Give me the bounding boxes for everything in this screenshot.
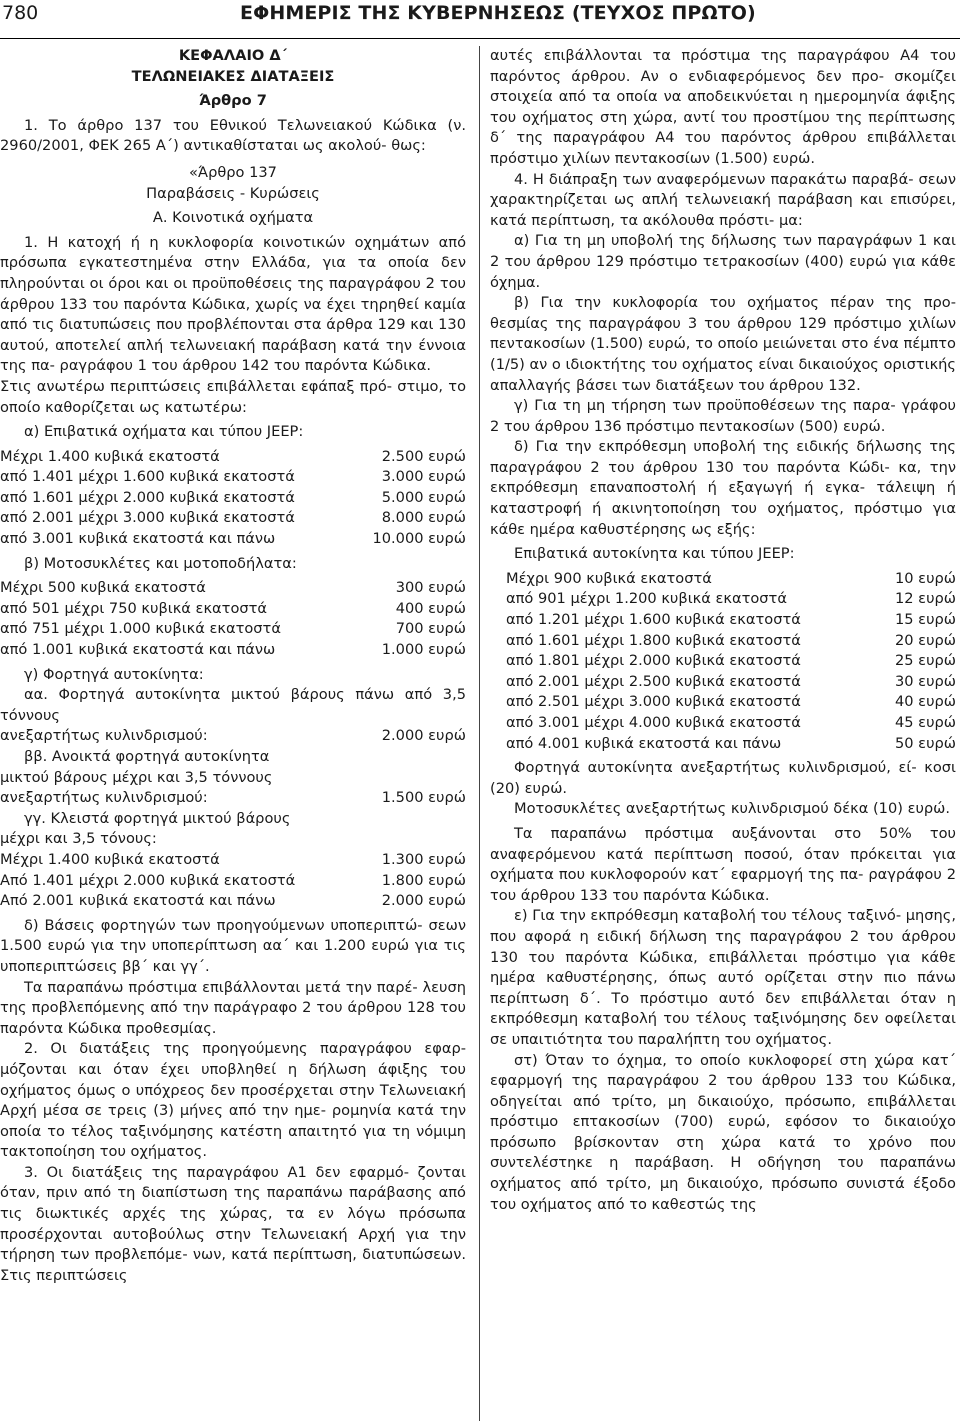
- intro-paragraph: 1. Το άρθρο 137 του Εθνικού Τελωνειακού Κώδικα (ν. 2960/2001, ΦΕΚ 265 Α΄) αντικαθίσταται ως ακολού- θως:: [0, 116, 466, 155]
- motorcycles-paragraph: Μοτοσυκλέτες ανεξαρτήτως κυλινδρισμού δέκα (10) ευρώ.: [514, 800, 951, 818]
- fee-label: από 2.501 μέχρι 3.000 κυβικά εκατοστά: [506, 693, 801, 711]
- fee-row: [506, 713, 956, 734]
- fee-row: [506, 631, 956, 652]
- fee-row: [0, 891, 466, 912]
- fee-row: [506, 610, 956, 631]
- item-e: ε) Για την εκπρόθεσμη καταβολή του τέλους ταξινό- μησης, που αφορά η ειδική δήλωση της παραγράφου 2 του άρθρου 130 του παρόντα Κώδικα, επιβάλλεται πρόστιμο για κάθε ημέρα καθυστέρησης, όπως αυτό ορίζεται στην πιο πάνω περίπτωση δ΄. Το πρόστιμο αυτό δεν επιβάλλεται όταν η εκπρόθεσμη καταβολή του τέλους ταξινόμησης δεν οφείλεται σε υπαιτιότητα του παραλήπτη του οχήματος.: [490, 907, 956, 1048]
- fee-label: από 501 μέχρι 750 κυβικά εκατοστά: [0, 599, 268, 617]
- fee-amount: 30 ευρώ: [894, 672, 956, 690]
- fee-label: Μέχρι 900 κυβικά εκατοστά: [506, 569, 712, 587]
- fee-amount: 45 ευρώ: [894, 714, 956, 731]
- fee-label: Μέχρι 1.400 κυβικά εκατοστά: [0, 850, 220, 868]
- fee-label: ανεξαρτήτως κυλινδρισμού:: [0, 727, 208, 745]
- fee-label: από 1.801 μέχρι 2.000 κυβικά εκατοστά: [506, 652, 801, 670]
- fee-row: [506, 692, 956, 713]
- fee-amount: 700 ευρώ: [395, 620, 466, 638]
- fee-label: από 1.201 μέχρι 1.600 κυβικά εκατοστά: [506, 611, 801, 629]
- category-b-heading: β) Μοτοσυκλέτες και μοτοποδήλατα:: [24, 554, 297, 572]
- fee-label: από 1.401 μέχρι 1.600 κυβικά εκατοστά: [0, 468, 295, 486]
- category-b-table: [0, 578, 466, 660]
- fee-label: από 2.001 μέχρι 2.500 κυβικά εκατοστά: [506, 672, 801, 690]
- fee-amount: 12 ευρώ: [894, 590, 956, 608]
- item-b: β) Για την κυκλοφορία του οχήματος πέραν της προ- θεσμίας της παραγράφου 3 του άρθρου 129 πρόστιμο χιλίων πεντακοσίων (1.500) ευρώ, το οποίο μειώνεται στο ένα πέμπτο (1/5) αν ο ιδιοκτήτης του οχήματος είναι δικαιούχος οριστικής απαλλαγής βάσει των διατάξεων του άρθρου 132.: [490, 294, 956, 394]
- page-number: 780: [2, 2, 39, 24]
- trucks-paragraph: Φορτηγά αυτοκίνητα ανεξαρτήτως κυλινδρισμού, εί- κοσι (20) ευρώ.: [490, 759, 956, 797]
- gazette-title: ΕΦΗΜΕΡΙΣ ΤΗΣ ΚΥΒΕΡΝΗΣΕΩΣ (ΤΕΥΧΟΣ ΠΡΩΤΟ): [240, 2, 756, 24]
- right-paragraph-1: αυτές επιβάλλονται τα πρόστιμα της παραγράφου Α4 του παρόντος άρθρου. Αν ο ενδιαφερόμενος δεν προ- σκομίζει στοιχεία από τα οποία να αποδεικνύεται η ημερομηνία άφιξης του οχήματος στη χώρα, αντί του προστίμου της περίπτωσης δ΄ της παραγράφου Α4 του παρόντος άρθρου επιβάλλεται πρόστιμο χιλίων πεντακοσίων (1.500) ευρώ.: [490, 47, 956, 167]
- paragraph-4: 2. Οι διατάξεις της προηγούμενης παραγράφου εφαρ- μόζονται και όταν έχει υποβληθεί η δήλωση άφιξης του οχήματος όμως ο υπόχρεος δεν προσέρχεται στην Τελωνειακή Αρχή μέσα σε τρεις (3) μήνες από την ημε- ρομηνία κατά την οποία το τέλος ταξινόμησης κατέστη απαιτητό για τη νόμιμη τακτοποίηση του οχήματος.: [0, 1040, 466, 1161]
- fee-amount: 15 ευρώ: [894, 611, 956, 629]
- fee-amount: 10 ευρώ: [894, 569, 956, 587]
- fee-row: [506, 569, 956, 590]
- fee-label: Από 2.001 κυβικά εκατοστά και πάνω: [0, 892, 276, 910]
- fee-label: από 751 μέχρι 1.000 κυβικά εκατοστά: [0, 620, 281, 638]
- fee-row: [0, 640, 466, 661]
- fee-amount: 2.000 ευρώ: [381, 892, 466, 910]
- chapter-title: ΤΕΛΩΝΕΙΑΚΕΣ ΔΙΑΤΑΞΕΙΣ: [131, 67, 335, 85]
- category-d-paragraph: δ) Βάσεις φορτηγών των προηγούμενων υποπεριπτώ- σεων 1.500 ευρώ για την υποπερίπτωση αα΄ και 1.200 ευρώ για τις υποπεριπτώσεις ββ΄ και γγ΄.: [0, 916, 466, 975]
- fee-row: [0, 508, 466, 529]
- fee-row: [0, 726, 466, 747]
- fee-amount: 8.000 ευρώ: [381, 509, 466, 527]
- fee-row: [0, 529, 466, 550]
- fee-row: [0, 850, 466, 871]
- page-header: [0, 0, 960, 36]
- item-c: γ) Για τη μη τήρηση των προϋποθέσεων της παρα- γράφου 2 του άρθρου 136 πρόστιμο πεντακοσίων (500) ευρώ.: [490, 397, 956, 435]
- fee-amount: 1.000 ευρώ: [381, 641, 466, 659]
- paragraph-3: Τα παραπάνω πρόστιμα επιβάλλονται μετά την παρέ- λευση της προβλεπόμενης από την παράγραφο 2 του άρθρου 128 του παρόντα Κώδικα προθεσμίας.: [0, 978, 466, 1037]
- fee-amount: 300 ευρώ: [395, 579, 466, 597]
- fee-label: από 4.001 κυβικά εκατοστά και πάνω: [506, 734, 782, 752]
- right-paragraph-2: 4. Η διάπραξη των αναφερόμενων παρακάτω παραβά- σεων χαρακτηρίζεται ως απλή τελωνειακή παράβαση και επισύρει, κατά περίπτωση, τα ακόλουθα πρόστι- μα:: [490, 170, 956, 229]
- fee-amount: 2.000 ευρώ: [381, 727, 466, 745]
- fee-row: [506, 589, 956, 610]
- fee-label: Από 1.401 μέχρι 2.000 κυβικά εκατοστά: [0, 871, 296, 889]
- fee-label: από 2.001 μέχρι 3.000 κυβικά εκατοστά: [0, 509, 295, 527]
- category-c-gg-line2: μέχρι και 3,5 τόνους:: [0, 830, 157, 848]
- item-a: α) Για τη μη υποβολή της δήλωσης των παραγράφων 1 και 2 του άρθρου 129 πρόστιμο τετρακοσίων (400) ευρώ για κάθε όχημα.: [490, 232, 956, 291]
- quoted-article-heading: «Άρθρο 137: [189, 163, 277, 181]
- fee-row: [0, 599, 466, 620]
- category-c-gg-line1: γγ. Κλειστά φορτηγά μικτού βάρους: [24, 809, 291, 827]
- cars-fee-table: [490, 569, 956, 754]
- fee-amount: 10.000 ευρώ: [372, 530, 466, 548]
- fee-row: [0, 447, 466, 468]
- section-a-heading: Α. Κοινοτικά οχήματα: [152, 209, 314, 227]
- fee-label: Μέχρι 500 κυβικά εκατοστά: [0, 579, 206, 597]
- fee-label: από 1.601 μέχρι 2.000 κυβικά εκατοστά: [0, 488, 295, 506]
- article-heading: Άρθρο 7: [199, 92, 267, 110]
- category-a-table: [0, 447, 466, 550]
- category-c-gg-table: [0, 850, 466, 912]
- chapter-heading: ΚΕΦΑΛΑΙΟ Δ΄: [178, 47, 288, 64]
- fee-label: από 901 μέχρι 1.200 κυβικά εκατοστά: [506, 590, 787, 608]
- right-column: [490, 46, 956, 1215]
- column-divider: [479, 46, 480, 1421]
- category-a-heading: α) Επιβατικά οχήματα και τύπου JEEP:: [24, 423, 304, 441]
- item-d: δ) Για την εκπρόθεσμη υποβολή της ειδικής δήλωσης της παραγράφου 2 του άρθρου 130 του παρόντα Κώδι- κα, την εκπρόθεσμη επαναποστολή ή εξαγωγή ή εγκα- τάλειψη ή καταστροφή ή ακινητοποίηση του οχήματος, πρόστιμο για κάθε ημέρα καθυστέρησης ως εξής:: [490, 438, 956, 538]
- fee-row: [0, 871, 466, 892]
- fee-row: [506, 734, 956, 755]
- increase-paragraph: Τα παραπάνω πρόστιμα αυξάνονται στο 50% του αναφερόμενου κατά περίπτωση ποσού, όταν πρόκειται για οχήματα που κυκλοφορούν κατ΄ εφαρμογή της πα- ραγράφου 2 του άρθρου 133 του παρόντα Κώδικα.: [490, 824, 956, 904]
- cars-heading: Επιβατικά αυτοκίνητα και τύπου JEEP:: [514, 545, 795, 563]
- paragraph-5: 3. Οι διατάξεις της παραγράφου Α1 δεν εφαρμό- ζονται όταν, πριν από τη διαπίστωση της παραπάνω παράβασης από τις διωκτικές αρχές της χώρας, τα εν λόγω πρόσωπα προσέρχονται αυτοβούλως στην Τελωνειακή Αρχή για την τήρηση των προβλεπόμε- νων, κατά περίπτωση, διατυπώσεων. Στις περιπτώσεις: [0, 1163, 466, 1284]
- fee-amount: 5.000 ευρώ: [381, 488, 466, 506]
- fee-label: από 1.001 κυβικά εκατοστά και πάνω: [0, 641, 276, 659]
- fee-label: από 3.001 μέχρι 4.000 κυβικά εκατοστά: [506, 714, 801, 731]
- fee-row: [0, 619, 466, 640]
- fee-amount: 40 ευρώ: [894, 693, 956, 711]
- fee-amount: 50 ευρώ: [894, 734, 956, 752]
- fee-row: [506, 672, 956, 693]
- category-c-bb-line1: ββ. Ανοικτά φορτηγά αυτοκίνητα: [24, 748, 270, 765]
- fee-amount: 3.000 ευρώ: [381, 468, 466, 486]
- paragraph-2: Στις ανωτέρω περιπτώσεις επιβάλλεται εφάπαξ πρό- στιμο, το οποίο καθορίζεται ως κατωτέρω:: [0, 377, 466, 416]
- fee-row: [0, 578, 466, 599]
- item-st: στ) Όταν το όχημα, το οποίο κυκλοφορεί στη χώρα κατ΄ εφαρμογή της παραγράφου 2 του άρθρου 133 του Κώδικα, οδηγείται από τρίτο, μη δικαιούχο, πρόσωπο, επιβάλλεται πρόστιμο επτακοσίων (700) ευρώ, εφόσον το δικαιούχο πρόσωπο βρίσκονταν στη χώρα κατά το χρόνο που συντελέστηκε η παράβαση. Η οδήγηση του παραπάνω οχήματος από τρίτο, μη δικαιούχο, πρόσωπο συνιστά έξοδο του οχήματος από το καθεστώς της: [490, 1051, 956, 1213]
- fee-row: [0, 467, 466, 488]
- category-c-heading: γ) Φορτηγά αυτοκίνητα:: [24, 665, 204, 683]
- left-column: [0, 46, 466, 1286]
- category-c-bb-line2: μικτού βάρους μέχρι και 3,5 τόννους: [0, 768, 273, 786]
- fee-row: [0, 488, 466, 509]
- fee-row: [0, 788, 466, 809]
- fee-amount: 1.800 ευρώ: [381, 871, 466, 889]
- fee-label: από 1.601 μέχρι 1.800 κυβικά εκατοστά: [506, 631, 801, 649]
- fee-label: ανεξαρτήτως κυλινδρισμού:: [0, 789, 208, 807]
- fee-amount: 20 ευρώ: [894, 631, 956, 649]
- fee-amount: 25 ευρώ: [894, 652, 956, 670]
- header-rule: [0, 38, 960, 39]
- fee-amount: 1.300 ευρώ: [381, 850, 466, 868]
- fee-row: [506, 651, 956, 672]
- fee-label: από 3.001 κυβικά εκατοστά και πάνω: [0, 530, 276, 548]
- paragraph-1: 1. Η κατοχή ή η κυκλοφορία κοινοτικών οχημάτων από πρόσωπα εγκατεστημένα στην Ελλάδα, για τα οποία δεν πληρούνται οι όροι και οι προϋποθέσεις της παραγράφου 2 του άρθρου 133 του παρόντα Κώδικα, χωρίς να έχει τηρηθεί καμία από τις διατυπώσεις που προβλέπονται στα άρθρα 129 και 130 αυτού, αποτελεί απλή τελωνειακή παράβαση κατά την έννοια της πα- ραγράφου 1 του άρθρου 142 του παρόντα Κώδικα.: [0, 233, 466, 375]
- category-c-aa: αα. Φορτηγά αυτοκίνητα μικτού βάρους πάνω από 3,5 τόννους: [0, 686, 466, 724]
- quoted-article-title: Παραβάσεις - Κυρώσεις: [146, 184, 320, 202]
- fee-amount: 2.500 ευρώ: [381, 447, 466, 465]
- fee-amount: 400 ευρώ: [395, 599, 466, 617]
- fee-label: Μέχρι 1.400 κυβικά εκατοστά: [0, 447, 220, 465]
- fee-amount: 1.500 ευρώ: [381, 789, 466, 807]
